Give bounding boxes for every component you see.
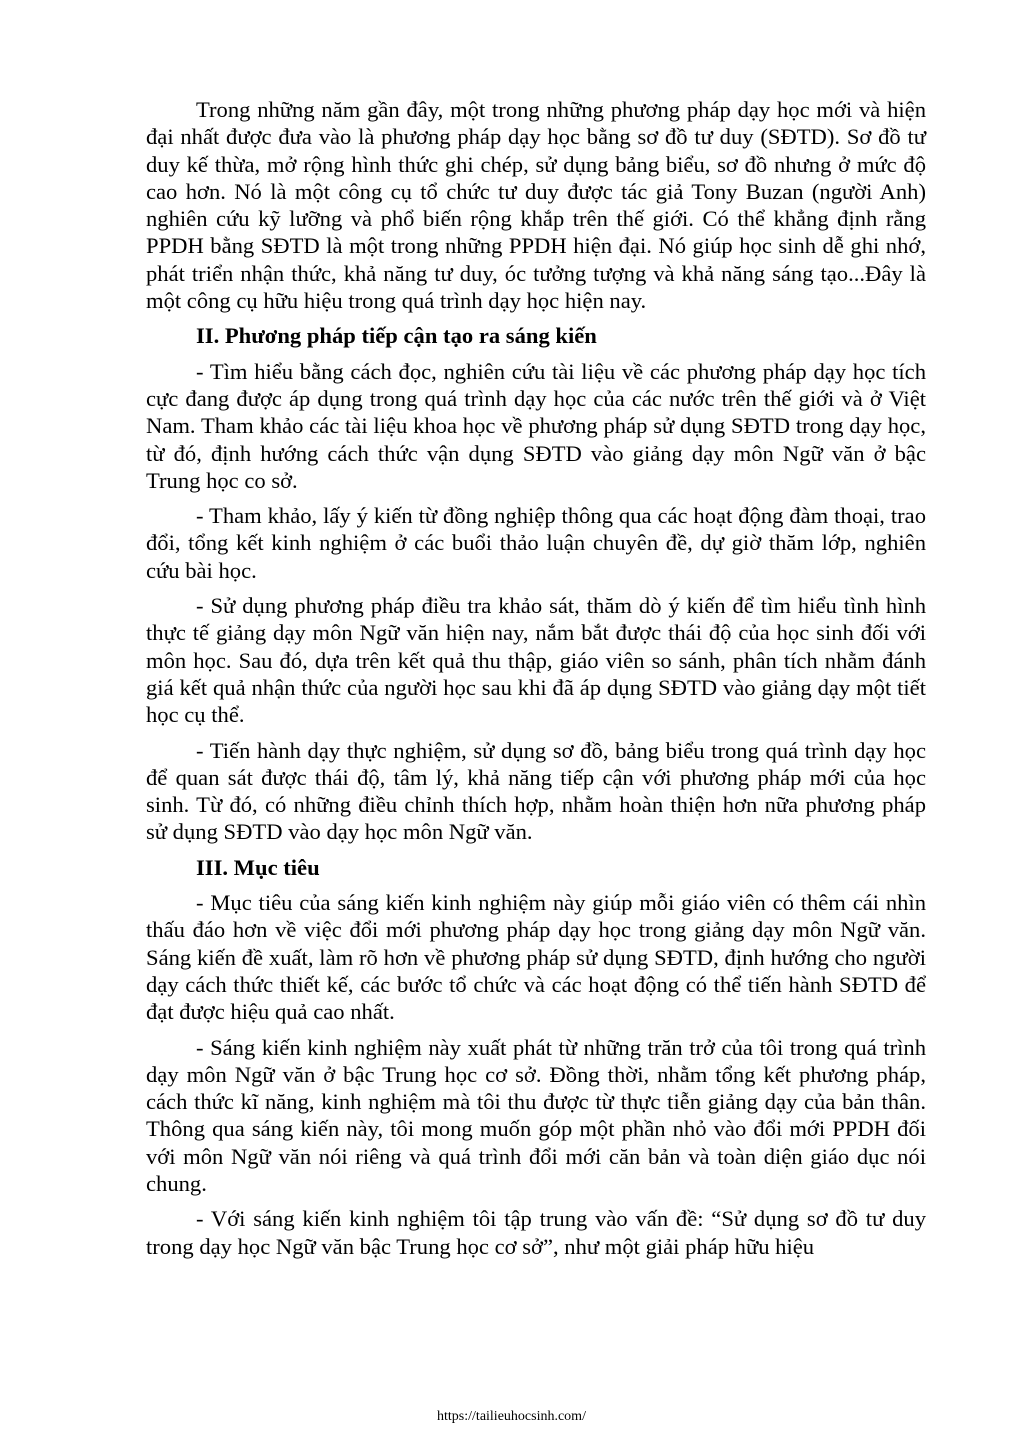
- intro-paragraph: Trong những năm gần đây, một trong những phương pháp dạy học mới và hiện đại nhất được đưa vào là phương pháp dạy học bằng sơ đồ tư duy (SĐTD). Sơ đồ tư duy kế thừa, mở rộng hình thức ghi chép, sử dụng bảng biểu, sơ đồ nhưng ở mức độ cao hơn. Nó là một công cụ tổ chức tư duy được tác giả Tony Buzan (người Anh) nghiên cứu kỹ lưỡng và phổ biến rộng khắp trên thế giới. Có thể khẳng định rằng PPDH bằng SĐTD là một trong những PPDH hiện đại. Nó giúp học sinh dễ ghi nhớ, phát triển nhận thức, khả năng tư duy, óc tưởng tượng và khả năng sáng tạo...Đây là một công cụ hữu hiệu trong quá trình dạy học hiện nay.: [146, 97, 926, 314]
- objectives-paragraph-1: - Mục tiêu của sáng kiến kinh nghiệm này giúp mỗi giáo viên có thêm cái nhìn thấu đáo hơn về việc đổi mới phương pháp dạy học trong giảng dạy môn Ngữ văn. Sáng kiến đề xuất, làm rõ hơn về phương pháp sử dụng SĐTD, định hướng cho người dạy cách thức thiết kế, các bước tổ chức và các hoạt động có thể tiến hành SĐTD để đạt được hiệu quả cao nhất.: [146, 890, 926, 1025]
- document-page: [146, 96, 926, 1268]
- approach-paragraph-2: - Tham khảo, lấy ý kiến từ đồng nghiệp thông qua các hoạt động đàm thoại, trao đổi, tổng kết kinh nghiệm ở các buổi thảo luận chuyên đề, dự giờ thăm lớp, nghiên cứu bài học.: [146, 503, 926, 583]
- approach-paragraph-1: - Tìm hiểu bằng cách đọc, nghiên cứu tài liệu về các phương pháp dạy học tích cực đang được áp dụng trong quá trình dạy học của các nước trên thế giới và ở Việt Nam. Tham khảo các tài liệu khoa học về phương pháp sử dụng SĐTD trong dạy học, từ đó, định hướng cách thức vận dụng SĐTD vào giảng dạy môn Ngữ văn ở bậc Trung học co sở.: [146, 358, 926, 493]
- objectives-paragraph-2: - Sáng kiến kinh nghiệm này xuất phát từ những trăn trở của tôi trong quá trình dạy môn Ngữ văn ở bậc Trung học cơ sở. Đồng thời, nhằm tổng kết phương pháp, cách thức kĩ năng, kinh nghiệm mà tôi thu được từ thực tiễn giảng dạy của bản thân. Thông qua sáng kiến này, tôi mong muốn góp một phần nhỏ vào đổi mới PPDH đối với môn Ngữ văn nói riêng và quá trình đổi mới căn bản và toàn diện giáo dục nói chung.: [146, 1034, 926, 1196]
- approach-paragraph-4: - Tiến hành dạy thực nghiệm, sử dụng sơ đồ, bảng biểu trong quá trình dạy học để quan sát được thái độ, tâm lý, khả năng tiếp cận với phương pháp mới của học sinh. Từ đó, có những điều chỉnh thích hợp, nhằm hoàn thiện hơn nữa phương pháp sử dụng SĐTD vào dạy học môn Ngữ văn.: [146, 737, 926, 845]
- footer-url: https://tailieuhocsinh.com/: [437, 1409, 586, 1424]
- approach-paragraph-3: - Sử dụng phương pháp điều tra khảo sát, thăm dò ý kiến để tìm hiểu tình hình thực tế giảng dạy môn Ngữ văn hiện nay, nắm bắt được thái độ của học sinh đối với môn học. Sau đó, dựa trên kết quả thu thập, giáo viên so sánh, phân tích nhằm đánh giá kết quả nhận thức của người học sau khi đã áp dụng SĐTD vào giảng dạy một tiết học cụ thể.: [146, 593, 926, 728]
- section-heading-objectives: III. Mục tiêu: [196, 854, 320, 880]
- objectives-paragraph-3: - Với sáng kiến kinh nghiệm tôi tập trung vào vấn đề: “Sử dụng sơ đồ tư duy trong dạy học Ngữ văn bậc Trung học cơ sở”, như một giải pháp hữu hiệu: [146, 1206, 926, 1259]
- section-heading-approach: II. Phương pháp tiếp cận tạo ra sáng kiến: [196, 323, 597, 349]
